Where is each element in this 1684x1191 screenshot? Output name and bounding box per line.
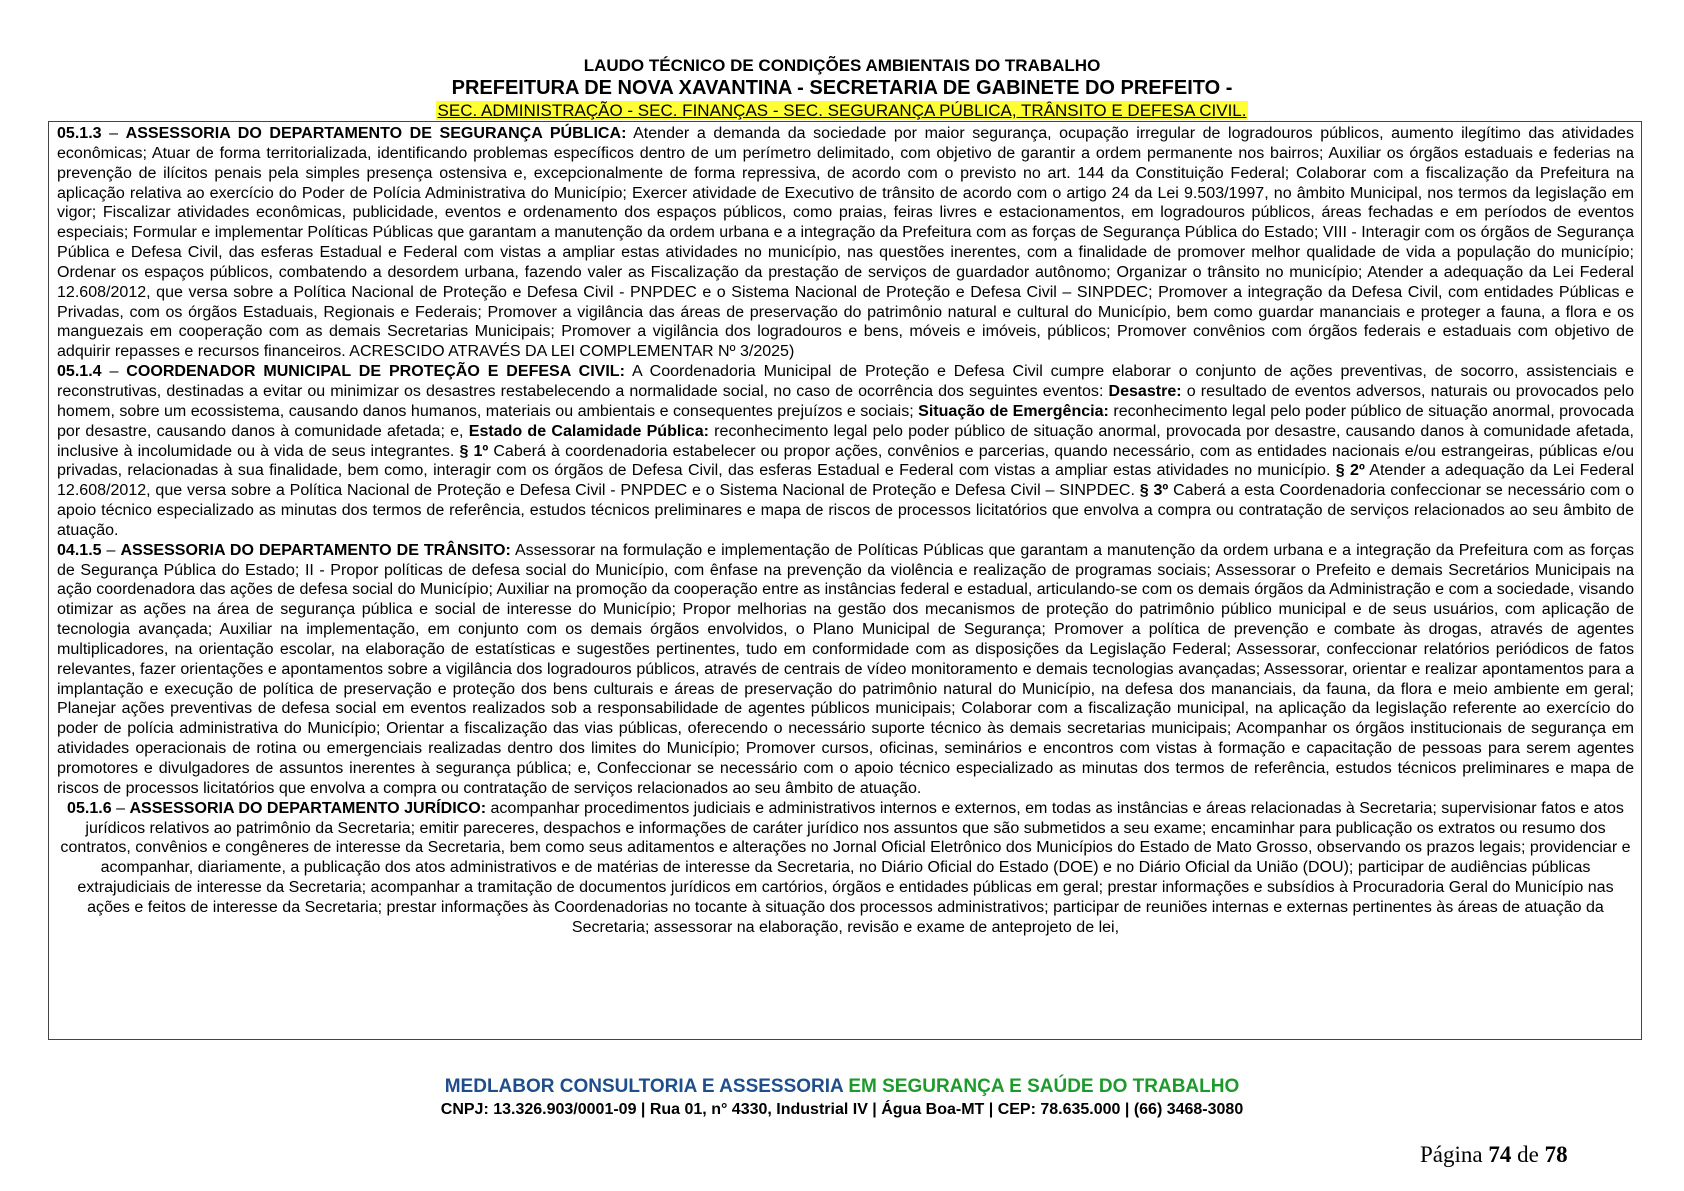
section-0513 [57, 124, 1634, 362]
page-total: 78 [1544, 1142, 1568, 1167]
page-current: 74 [1488, 1142, 1512, 1167]
section-title: ASSESSORIA DO DEPARTAMENTO JURÍDICO: [129, 798, 487, 817]
section-text: reconhecimento legal pelo poder público de situação anormal, provocada por desastre, causando danos à comunidade afetada; e, [57, 401, 1634, 440]
footer-address: CNPJ: 13.326.903/0001-09 | Rua 01, n° 4330, Industrial IV | Água Boa-MT | CEP: 78.635.000 | (66) 3468-3080 [440, 1101, 1244, 1118]
term-calamidade: Estado de Calamidade Pública: [468, 421, 709, 440]
paragraph-2: § 2º [1335, 461, 1365, 480]
page-middle: de [1511, 1142, 1545, 1167]
section-code: 05.1.6 [67, 798, 112, 817]
section-text: Atender a demanda da sociedade por maior segurança, ocupação irregular de logradouros públicos, aumento ilegítimo das atividades econômicas; Atuar de forma territorializada, identificando problemas específicos dentro de um perímetro delimitado, com objetivo de garantir a ordem permanente nos bairros; Auxiliar os órgãos estaduais e federias na prevenção de ilícitos penais pela simples presença ostensiva e, excepcionalmente de forma repressiva, de acordo com o previsto no art. 144 da Constituição Federal; Colaborar com a fiscalização da Prefeitura na aplicação relativa ao exercício do Poder de Polícia Administrativa do Município; Exercer atividade de Executivo de trânsito de acordo com o artigo 24 da Lei 9.503/1997, no âmbito Municipal, nos termos da legislação em vigor; Fiscalizar atividades econômicas, publicidade, eventos e ordenamento dos espaços públicos, como praias, feiras livres e estacionamentos, em logradouros públicos, áreas fechadas e em períodos de eventos especiais; Formular e implementar Políticas Públicas que garantam a manutenção da ordem urbana e a integração da Prefeitura com as forças de Segurança Pública do Estado; VIII - Interagir com os órgãos de Segurança Pública e Defesa Civil, das esferas Estadual e Federal com vistas a ampliar estas atividades no município, nas questões inerentes, com a finalidade de promover melhor qualidade de vida a população do município; Ordenar os espaços públicos, combatendo a desordem urbana, fazendo valer as Fiscalização da prestação de serviços de guardador autônomo; Organizar o trânsito no município; Atender a adequação da Lei Federal 12.608/2012, que versa sobre a Política Nacional de Proteção e Defesa Civil - PNPDEC e o Sistema Nacional de Proteção e Defesa Civil – SINPDEC; Promover a integração da Defesa Civil, com entidades Públicas e Privadas, com os órgãos Estaduais, Regionais e Federais; Promover a vigilância das áreas de preservação do patrimônio natural e cultural do Município, bem como guardar mananciais e proteger a fauna, a flora e os manguezais em cooperação com as demais Secretarias Municipais; Promover a vigilância dos logradouros e bens, móveis e imóveis, públicos; Promover convênios com órgãos federais e estaduais com objetivo de adquirir repasses e recursos financeiros. ACRESCIDO ATRAVÉS DA LEI COMPLEMENTAR Nº 3/2025) [57, 124, 1634, 361]
section-dash: – [101, 124, 126, 142]
prefeitura-title: PREFEITURA DE NOVA XAVANTINA - SECRETARIA DE GABINETE DO PREFEITO - [451, 77, 1233, 99]
section-text: Assessorar na formulação e implementação de Políticas Públicas que garantam a manutenção da ordem urbana e a integração da Prefeitura com as forças de Segurança Pública do Estado; II - Propor políticas de defesa social do Município, com ênfase na prevenção da violência e realização de programas sociais; Assessorar o Prefeito e demais Secretários Municipais na ação coordenadora das ações de defesa social do Município; Auxiliar na promoção da cooperação entre as instâncias federal e estadual, articulando-se com os demais órgãos da Administração e com a sociedade, visando otimizar as ações na área de segurança pública e social de interesse do Município; Propor melhorias na gestão dos mecanismos de proteção do patrimônio público municipal e de seus usuários, com aplicação de tecnologia avançada; Auxiliar na implementação, em conjunto com os demais órgãos envolvidos, o Plano Municipal de Segurança; Promover a política de prevenção e combate às drogas, através de agentes multiplicadores, na orientação escolar, na elaboração de estatísticas e sugestões pertinentes, tudo em conformidade com as disposições da Legislação Federal; Assessorar, confeccionar relatórios periódicos de fatos relevantes, fazer orientações e apontamentos sobre a vigilância dos logradouros públicos, através de centrais de vídeo monitoramento e demais tecnologias avançadas; Assessorar, orientar e realizar apontamentos para a implantação e execução de política de preservação e proteção dos bens culturais e áreas de preservação do patrimônio natural do Município, na defesa dos mananciais, da fauna, da flora e meio ambiente em geral; Planejar ações preventivas de defesa social em eventos realizados sob a responsabilidade de agentes públicos municipais; Colaborar com a fiscalização municipal, na aplicação da legislação referente ao exercício do poder de polícia administrativa do Município; Orientar a fiscalização das vias públicas, oferecendo o necessário suporte técnico às demais secretarias municipais; Acompanhar os órgãos institucionais de segurança em atividades operacionais de rotina ou emergenciais realizadas dentro dos limites do Município; Promover cursos, oficinas, seminários e encontros com vistas à formação e capacitação de pessoas para serem agentes promotores e divulgadores de assuntos inerentes à segurança pública; e, Confeccionar se necessário com o apoio técnico especializado as minutas dos termos de referência, estudos técnicos preliminares e mapa de riscos de processos licitatórios que envolva a compra ou contratação de serviços relacionados ao seu âmbito de atuação. [57, 540, 1634, 797]
secretarias-subtitle [0, 101, 1684, 121]
section-text: reconhecimento legal pelo poder público de situação anormal, provocada por desastre, causando danos à comunidade afetada, inclusive à incolumidade ou à vida de seus integrantes. [57, 421, 1634, 460]
section-text: o resultado de eventos adversos, naturais ou provocados pelo homem, sobre um ecossistema, causando danos humanos, materiais ou ambientais e consequentes prejuízos e sociais; [57, 381, 1634, 420]
section-text: Caberá a esta Coordenadoria confeccionar se necessário com o apoio técnico especializado as minutas dos termos de referência, estudos técnicos preliminares e mapa de riscos de processos licitatórios que envolva a compra ou contratação de serviços relacionados ao seu âmbito de atuação. [57, 481, 1634, 539]
section-text: Caberá à coordenadoria estabelecer ou propor ações, convênios e parcerias, quando necessário, com as entidades nacionais e/ou estrangeiras, públicas e/ou privadas, relacionadas à sua finalidade, bem como, interagir com os órgãos de Defesa Civil, das esferas Estadual e Federal com vistas a ampliar estas atividades no município. [57, 441, 1634, 480]
content-text [49, 122, 1641, 938]
term-situacao-emergencia: Situação de Emergência: [918, 401, 1109, 420]
company-name: MEDLABOR CONSULTORIA E ASSESSORIA [444, 1076, 844, 1097]
section-text: acompanhar procedimentos judiciais e administrativos internos e externos, em todas as instâncias e áreas relacionadas à Secretaria; supervisionar fatos e atos jurídicos relativos ao patrimônio da Secretaria; emitir pareceres, despachos e informações de caráter jurídico nos assuntos que são submetidos a seu exame; encaminhar para publicação os extratos ou resumo dos contratos, convênios e congêneres de interesse da Secretaria, bem como seus aditamentos e alterações no Jornal Oficial Eletrônico dos Municípios do Estado de Mato Grosso, observando os prazos legais; providenciar e acompanhar, diariamente, a publicação dos atos administrativos e de matérias de interesse da Secretaria, no Diário Oficial do Estado (DOE) e no Diário Oficial da União (DOU); participar de audiências públicas extrajudiciais de interesse da Secretaria; acompanhar a tramitação de documentos jurídicos em cartórios, órgãos e entidades públicas em geral; prestar informações e subsídios à Procuradoria Geral do Município nas ações e feitos de interesse da Secretaria; prestar informações às Coordenadorias no tocante à situação dos processos administrativos; participar de reuniões internas e externas pertinentes às áreas de atuação da Secretaria; assessorar na elaboração, revisão e exame de anteprojeto de lei, [60, 798, 1631, 936]
section-title: COORDENADOR MUNICIPAL DE PROTEÇÃO E DEFESA CIVIL: [126, 362, 625, 381]
footer-company [0, 1076, 1684, 1098]
paragraph-1: § 1º [459, 441, 489, 460]
section-text: Atender a adequação da Lei Federal 12.608/2012, que versa sobre a Política Nacional de Proteção e Defesa Civil - PNPDEC e o Sistema Nacional de Proteção e Defesa Civil – SINPDEC. [57, 461, 1634, 500]
page-number [1420, 1142, 1568, 1168]
section-0415 [57, 541, 1634, 799]
section-code: 05.1.3 [57, 124, 102, 142]
section-dash: – [101, 362, 127, 381]
section-dash: – [101, 540, 121, 559]
section-0516 [57, 799, 1634, 938]
highlighted-subtitle: SEC. ADMINISTRAÇÃO - SEC. FINANÇAS - SEC. SEGURANÇA PÚBLICA, TRÂNSITO E DEFESA CIVIL. [437, 101, 1247, 120]
document-title: LAUDO TÉCNICO DE CONDIÇÕES AMBIENTAIS DO TRABALHO [583, 56, 1101, 75]
section-title: ASSESSORIA DO DEPARTAMENTO DE TRÂNSITO: [120, 540, 511, 559]
page-prefix: Página [1420, 1142, 1489, 1167]
section-title: ASSESSORIA DO DEPARTAMENTO DE SEGURANÇA PÚBLICA: [125, 124, 627, 142]
company-specialty: EM SEGURANÇA E SAÚDE DO TRABALHO [843, 1076, 1240, 1097]
paragraph-3: § 3º [1139, 481, 1169, 500]
section-code: 05.1.4 [57, 362, 102, 381]
section-dash: – [111, 798, 130, 817]
section-text: A Coordenadoria Municipal de Proteção e Defesa Civil cumpre elaborar o conjunto de ações preventivas, de socorro, assistenciais e reconstrutivas, destinadas a evitar ou minimizar os desastres restabelecendo a normalidade social, no caso de ocorrência dos seguintes eventos: [57, 362, 1634, 400]
term-desastre: Desastre: [1108, 381, 1182, 400]
section-0514 [57, 362, 1634, 541]
section-code: 04.1.5 [57, 540, 102, 559]
content-box [48, 121, 1642, 1040]
